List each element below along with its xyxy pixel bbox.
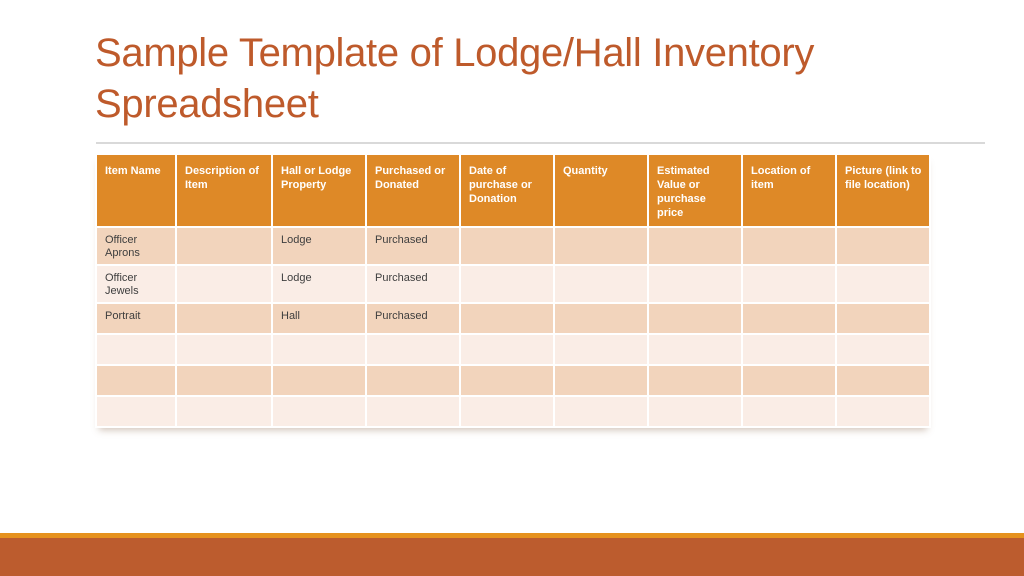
table-cell [460,365,554,396]
table-row [96,303,930,334]
table-cell [554,265,648,303]
table-cell [366,365,460,396]
table-cell: Hall [272,303,366,334]
table-cell: Purchased [366,265,460,303]
table-cell [460,303,554,334]
table-cell: Officer Jewels [96,265,176,303]
table-cell [648,265,742,303]
table-cell [176,334,272,365]
header-cell-date: Date of purchase or Donation [460,154,554,227]
table-cell [176,365,272,396]
table-row [96,396,930,427]
table-cell [648,396,742,427]
table-cell [460,227,554,265]
table-cell [648,334,742,365]
table-row [96,334,930,365]
table-cell [460,396,554,427]
table-cell [836,227,930,265]
table-cell [648,303,742,334]
table-cell [742,265,836,303]
table-cell [272,365,366,396]
inventory-table [95,153,931,428]
table-cell: Lodge [272,265,366,303]
table-cell: Purchased [366,303,460,334]
header-cell-estimated-value: Estimated Value or purchase price [648,154,742,227]
table-cell [742,227,836,265]
table-cell [836,396,930,427]
table-cell: Lodge [272,227,366,265]
table-cell: Purchased [366,227,460,265]
table-cell [96,365,176,396]
table-cell [742,365,836,396]
table-cell [648,227,742,265]
table-cell [366,334,460,365]
header-cell-hall-or-lodge: Hall or Lodge Property [272,154,366,227]
table-cell [96,396,176,427]
table-cell [742,396,836,427]
table-cell [836,303,930,334]
table-cell [554,396,648,427]
table-cell [176,265,272,303]
table-cell [96,334,176,365]
header-cell-quantity: Quantity [554,154,648,227]
table-cell [554,334,648,365]
title-divider [96,142,985,144]
table-cell [176,396,272,427]
table-cell: Portrait [96,303,176,334]
header-cell-description: Description of Item [176,154,272,227]
table-cell [742,334,836,365]
table-cell [460,334,554,365]
table-cell [366,396,460,427]
table-cell [460,265,554,303]
table-cell [272,334,366,365]
table-cell [176,303,272,334]
header-cell-item-name: Item Name [96,154,176,227]
table-row [96,365,930,396]
table-row [96,265,930,303]
table-row [96,227,930,265]
table-cell [554,227,648,265]
header-cell-purchased-or-donated: Purchased or Donated [366,154,460,227]
table-cell [836,365,930,396]
header-cell-picture: Picture (link to file location) [836,154,930,227]
page-title: Sample Template of Lodge/Hall Inventory Spreadsheet [95,31,815,126]
table-cell [272,396,366,427]
table-cell [836,265,930,303]
table-cell [648,365,742,396]
table-cell [554,303,648,334]
table-cell [554,365,648,396]
table-cell [742,303,836,334]
table-header-row [96,154,930,227]
table-cell: Officer Aprons [96,227,176,265]
table-cell [836,334,930,365]
header-cell-location: Location of item [742,154,836,227]
table-cell [176,227,272,265]
footer-bar [0,538,1024,576]
